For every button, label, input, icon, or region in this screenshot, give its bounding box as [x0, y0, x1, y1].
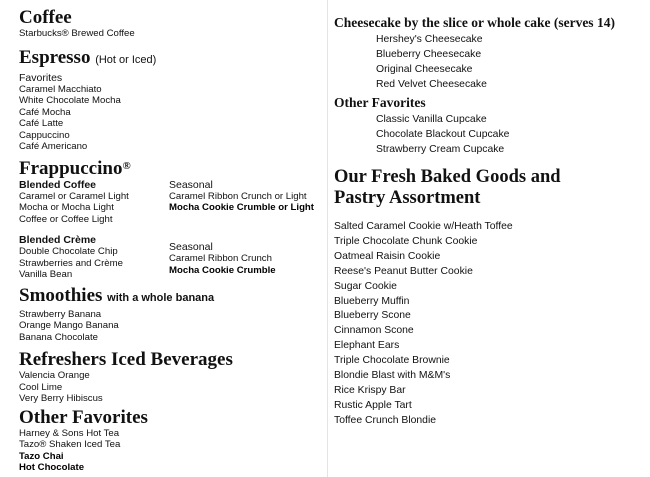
menu-item: Triple Chocolate Brownie	[334, 355, 450, 367]
espresso-note: (Hot or Iced)	[95, 53, 157, 66]
menu-item: Classic Vanilla Cupcake	[376, 114, 487, 125]
baked-goods-section	[334, 167, 644, 429]
menu-item: Strawberry Cream Cupcake	[376, 144, 505, 155]
menu-item: Strawberries and Crème	[19, 257, 123, 269]
beverages-column	[19, 7, 324, 474]
espresso-subheading: Favorites	[19, 71, 63, 84]
menu-item: Original Cheesecake	[376, 64, 473, 75]
baked-goods-list	[334, 220, 644, 429]
espresso-section	[19, 47, 324, 153]
baked-goods-heading	[334, 167, 644, 209]
menu-item: Cool Lime	[19, 381, 63, 393]
menu-item: Elephant Ears	[334, 340, 400, 352]
menu-item: Rice Krispy Bar	[334, 384, 406, 396]
menu-item: Café Latte	[19, 118, 64, 129]
menu-item: Banana Chocolate	[19, 331, 98, 343]
blended-coffee-group	[19, 179, 324, 226]
menu-item: Mocha Cookie Crumble or Light	[169, 202, 314, 213]
espresso-title: Espresso	[19, 46, 91, 68]
frappuccino-title: Frappuccino	[19, 157, 123, 179]
menu-item: Caramel or Caramel Light	[19, 190, 129, 202]
seasonal-heading: Seasonal	[169, 241, 213, 253]
smoothies-section	[19, 285, 324, 344]
bakery-column	[334, 14, 644, 429]
menu-item: Double Chocolate Chip	[19, 246, 118, 257]
menu-item: Cinnamon Scone	[334, 325, 414, 337]
menu-item: Chocolate Blackout Cupcake	[376, 129, 510, 140]
smoothies-title: Smoothies	[19, 284, 103, 306]
menu-item: Starbucks® Brewed Coffee	[19, 28, 135, 39]
smoothies-heading	[19, 285, 324, 309]
blended-coffee-heading: Blended Coffee	[19, 178, 97, 191]
menu-item: Coffee or Coffee Light	[19, 213, 113, 225]
menu-item: Orange Mango Banana	[19, 320, 119, 331]
menu-item: Strawberry Banana	[19, 308, 102, 320]
menu-item: Triple Chocolate Chunk Cookie	[334, 235, 478, 247]
menu-item: Hot Chocolate	[19, 462, 85, 473]
frappuccino-section	[19, 158, 324, 281]
menu-item: Red Velvet Cheesecake	[376, 79, 487, 90]
menu-item: Mocha or Mocha Light	[19, 202, 114, 213]
espresso-heading	[19, 47, 324, 71]
menu-item: Valencia Orange	[19, 370, 90, 381]
menu-item: Caramel Ribbon Crunch or Light	[169, 190, 307, 202]
refreshers-heading: Refreshers Iced Beverages	[19, 349, 233, 370]
menu-item: Café Americano	[19, 141, 88, 152]
page-fold-divider	[327, 0, 328, 477]
menu-item: Blueberry Cheesecake	[376, 49, 482, 60]
refreshers-section	[19, 349, 324, 405]
smoothies-note: with a whole banana	[107, 291, 215, 304]
menu-item: Mocha Cookie Crumble	[169, 264, 276, 276]
cheesecake-section	[334, 14, 644, 92]
right-other-favorites-section	[334, 94, 644, 157]
menu-item: Oatmeal Raisin Cookie	[334, 250, 441, 262]
menu-item: Caramel Macchiato	[19, 83, 102, 95]
menu-item: Blondie Blast with M&M's	[334, 370, 451, 382]
other-favorites-section	[19, 407, 324, 474]
blended-creme-group	[19, 234, 324, 281]
menu-item: Tazo Chai	[19, 450, 64, 462]
coffee-heading: Coffee	[19, 7, 72, 28]
menu-item: Hershey's Cheesecake	[376, 34, 483, 45]
menu-item: Sugar Cookie	[334, 280, 397, 292]
seasonal-heading: Seasonal	[169, 178, 213, 191]
other-favorites-heading: Other Favorites	[19, 406, 148, 428]
registered-mark: ®	[122, 159, 131, 172]
frappuccino-heading	[19, 158, 324, 179]
cheesecake-heading: Cheesecake by the slice or whole cake (serves 14)	[334, 15, 615, 30]
cupcake-list	[334, 112, 644, 157]
menu-item: Reese's Peanut Butter Cookie	[334, 265, 473, 277]
coffee-section	[19, 7, 324, 40]
menu-item: Vanilla Bean	[19, 269, 73, 280]
right-other-favorites-heading: Other Favorites	[334, 95, 426, 110]
menu-item: Blueberry Scone	[334, 310, 411, 322]
menu-item: Very Berry Hibiscus	[19, 393, 103, 404]
menu-item: Tazo® Shaken Iced Tea	[19, 439, 121, 450]
menu-item: Rustic Apple Tart	[334, 399, 412, 411]
menu-item: White Chocolate Mocha	[19, 95, 121, 106]
menu-item: Café Mocha	[19, 106, 71, 118]
menu-item: Caramel Ribbon Crunch	[169, 253, 272, 264]
menu-item: Toffee Crunch Blondie	[334, 414, 437, 426]
menu-item: Salted Caramel Cookie w/Heath Toffee	[334, 221, 513, 232]
menu-item: Harney & Sons Hot Tea	[19, 427, 120, 439]
blended-creme-heading: Blended Crème	[19, 234, 97, 246]
baked-goods-heading-line1: Our Fresh Baked Goods and	[334, 167, 561, 187]
menu-item: Blueberry Muffin	[334, 295, 410, 307]
baked-goods-heading-line2: Pastry Assortment	[334, 188, 481, 208]
cheesecake-list	[334, 32, 644, 92]
menu-item: Cappuccino	[19, 129, 70, 141]
